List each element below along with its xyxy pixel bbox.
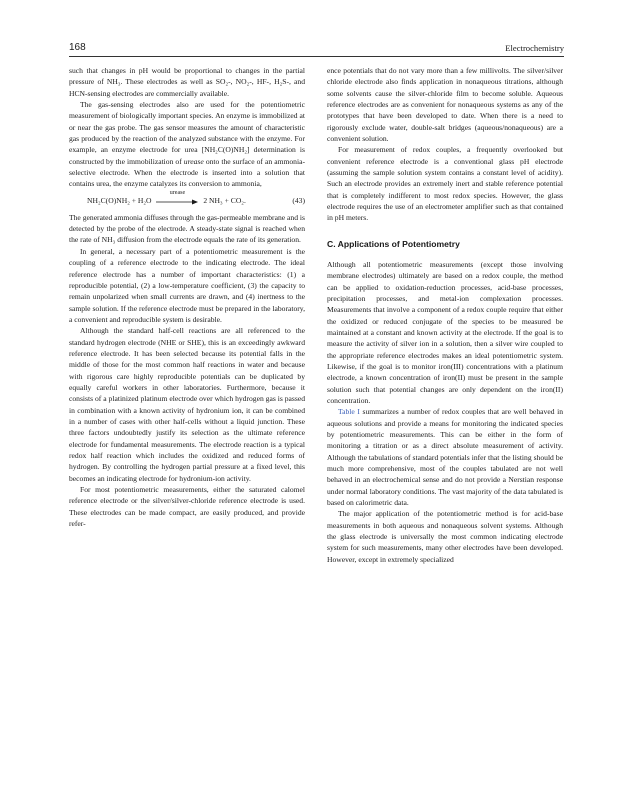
paragraph: The major application of the potentiometric method is for acid-base measurements in both aqueous and nonaqueous solvent systems. Although the glass electrode is universally the most common indicating electrode system for such measurements, many other electrodes have been developed. However, except in extremely specialized <box>327 509 563 564</box>
emphasis-urease: urease <box>183 156 204 166</box>
paragraph: ence potentials that do not vary more than a few millivolts. The silver/silver chloride electrode also finds application in nonaqueous titrations, although some solvents cause the silver-chloride film to become soluble. Aqueous reference electrodes are as convenient for nonaqueous systems as any of the prototypes that have been developed to date. When there is a need to rigorously exclude water, double-salt bridges (aqueous/nonaqueous) are a convenient solution. <box>327 66 563 144</box>
equation-43 <box>69 189 305 209</box>
paragraph <box>327 406 563 508</box>
left-column <box>69 65 305 529</box>
page-header <box>69 41 564 55</box>
equation-products: 2 NH₃ + CO₂. <box>203 195 246 205</box>
paragraph: Although all potentiometric measurements (except those involving membrane electrodes) ultimately are based on a redox couple, the method can be applied to oxidation-reduction processes, acid-base processes, precipitation processes, and metal-ion complexation processes. Measurements that involve a component of a redox couple require that either the oxidized or reduced conjugate of the species to be measured be maintained at a constant and known activity at the electrode. If the goal is to measure the activity of silver ion in a solution, then a silver wire coupled to the appropriate reference electrodes makes an ideal potentiometric system. Likewise, if the goal is to monitor iron(III) concentrations with a platinum electrode, a known concentration of iron(II) must be present in the sample solution such that potential changes are only dependent on the iron(II) concentration. <box>327 259 563 405</box>
text-run: The gas-sensing electrodes also are used for the potentiometric measurement of biologically important species. An enzyme is immobilized at or near the gas probe. The gas sensor measures the amount of characteristic gas produced by the reaction of the analyzed substance with the enzyme. For example, an enzyme electrode for urea [NH₂C(O)NH₂] determination is constructed by the immobilization of <box>69 100 305 166</box>
paragraph: In general, a necessary part of a potentiometric measurement is the coupling of a reference electrode to the indicating electrode. The ideal reference electrode has a number of important characteristics: (1) a reproducible potential, (2) a low-temperature coefficient, (3) the capacity to remain unpolarized when small currents are drawn, and (4) inertness to the sample solution. If the reference electrode must be prepared in the laboratory, a convenient and reproducible system is desirable. <box>69 246 305 324</box>
section-heading: C. Applications of Potentiometry <box>327 238 460 249</box>
text-run: summarizes a number of redox couples that are well behaved in aqueous solutions and provide a means for monitoring the indicated species by potentiometric measurements. This can be either in the form of monitoring a titration or as a direct absolute measurement of activity. Although the tabulations of standard potentials infer that the listing should be much more comprehensive, most of the couples tabulated are not well behaved in an electrochemical sense and do not provide a Nerstian response under normal laboratory conditions. The vast majority of the data tabulated is based on calorimetric data. <box>327 407 563 508</box>
page-number: 168 <box>69 42 86 53</box>
equation-number: (43) <box>292 195 305 205</box>
paragraph: such that changes in pH would be proportional to changes in the partial pressure of NH₃. These electrodes as well as SO₂-, NO₂-, HF-, H₂S-, and HCN-sensing electrodes are commercially available. <box>69 66 305 98</box>
paragraph: Although the standard half-cell reactions are all referenced to the standard hydrogen electrode (NHE or SHE), this is an exceedingly awkward reference electrode. It has been selected because its potential falls in the middle of those for the most common half reactions in water and because with rigorous care highly reproducible potentials can be duplicated by equally careful workers in other laboratories. Furthermore, because it consists of a platinized platinum electrode over which hydrogen gas is passed in combination with a known activity of hydronium ion, it can be combined in a number of cases with other half-cells without a liquid junction. These three factors undoubtedly justify its selection as the ultimate reference electrode for fundamental measurements. The electrode reaction is a typical redox half reaction which includes the oxidized and reduced forms of hydrogen. By controlling the hydrogen partial pressure at a fixed level, this becomes an indicating electrode for hydronium-ion activity. <box>69 326 305 483</box>
paragraph: For measurement of redox couples, a frequently overlooked but convenient reference electrode is a conventional glass pH electrode (assuming the sample solution system contains a constant level of acidity). Such an electrode provides an extremely inert and stable reference potential that is completely indifferent to most redox species. However, the glass electrode requires the use of an electrometer amplifier such as that contained in pH meters. <box>327 145 563 223</box>
paragraph: The generated ammonia diffuses through the gas-permeable membrane and is detected by the probe of the electrode. A steady-state signal is reached when the rate of NH₃ diffusion from the electrode equals the rate of its generation. <box>69 212 305 245</box>
equation-body <box>87 189 246 209</box>
paragraph <box>69 99 305 190</box>
right-column <box>327 65 563 565</box>
running-head: Electrochemistry <box>505 43 564 53</box>
table-i-link[interactable]: Table I <box>338 407 360 417</box>
reaction-arrow <box>155 189 199 209</box>
text-run: onto the surface of an ammonia-selective electrode. When the electrode is inserted into a solution that contains urea, the enzyme catalyzes its conversion to ammonia, <box>69 156 305 189</box>
paragraph: For most potentiometric measurements, either the saturated calomel reference electrode or the silver/silver-chloride reference electrode is used. These electrodes can be made compact, are easily produced, and provide refer- <box>69 485 305 529</box>
equation-reactants: NH₂C(O)NH₂ + H₂O <box>87 195 152 205</box>
arrow-icon <box>155 199 199 205</box>
equation-catalyst: urease <box>169 189 186 196</box>
header-rule <box>69 56 564 57</box>
